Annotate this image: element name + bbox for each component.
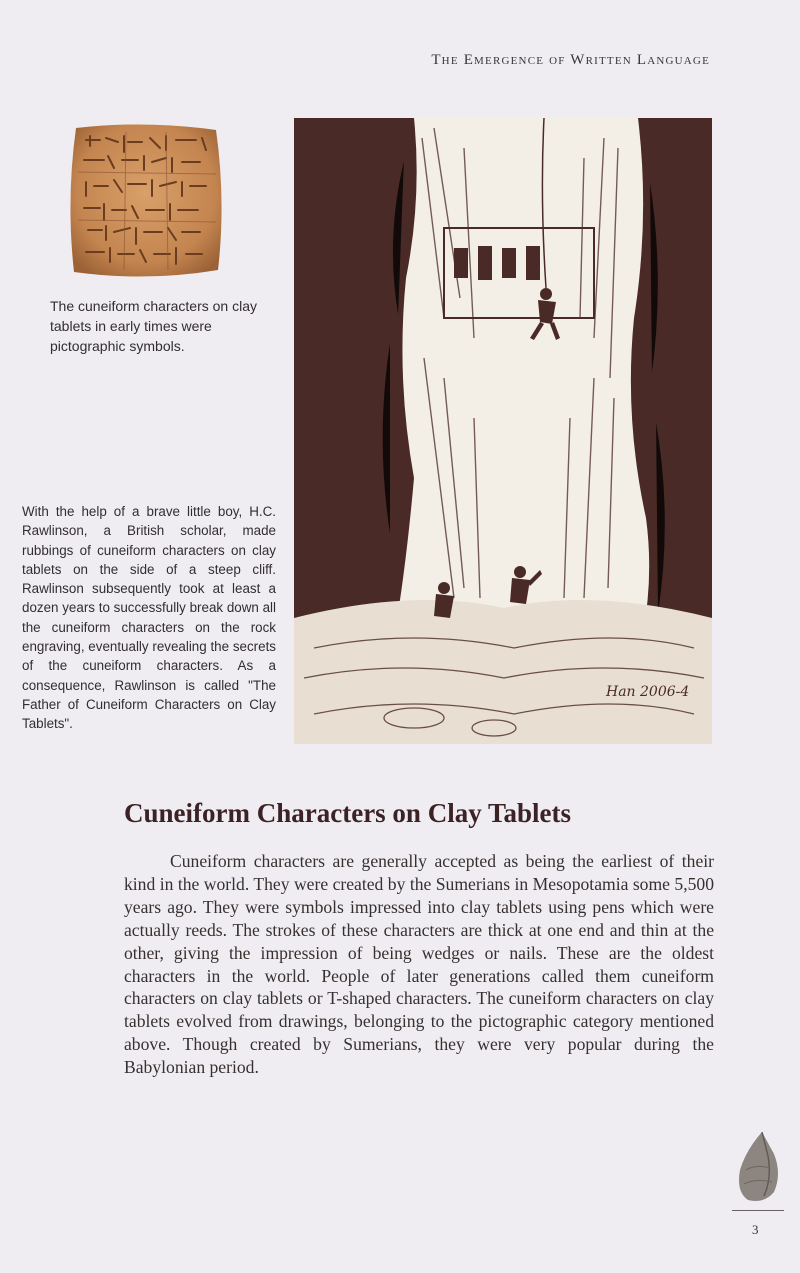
sketch-signature: Han 2006-4 — [606, 684, 690, 700]
cliff-sketch-image — [294, 118, 712, 744]
section-title: Cuneiform Characters on Clay Tablets — [124, 798, 571, 828]
running-head: The Emergence of Written Language — [431, 52, 710, 68]
tablet-caption: The cuneiform characters on clay tablets in early times were pictographic symbols. — [50, 298, 257, 354]
section-body: Cuneiform characters are generally accepted as being the earliest of their kind in the world. They were created by the Sumerians in Mesopotamia some 5,500 years ago. They were symbols impressed into clay tablets using pens which were actually reeds. The strokes of these characters are thick at one end and thin at the other, giving the impression of being wedges or nails. These are the oldest characters in the world. People of later generations called them cuneiform characters on clay tablets or T-shaped characters. The cuneiform characters on clay tablets evolved from drawings, belonging to the pictographic category mentioned above. Though created by Sumerians, they were very popular during the Babylonian period. — [124, 851, 714, 1078]
cliff-caption: With the help of a brave little boy, H.C. Rawlinson, a British scholar, made rubbings of cuneiform characters on clay tablets on the side of a steep cliff. Rawlinson subsequently took at least a dozen years to successfully break down all the cuneiform characters on the rock engraving, eventually revealing the secrets of the cuneiform characters. As a consequence, Rawlinson is called "The Father of Cuneiform Characters on Clay Tablets". — [22, 504, 276, 732]
stone-arrowhead-icon — [734, 1130, 782, 1204]
clay-tablet-image — [66, 120, 226, 282]
page-number: 3 — [752, 1222, 759, 1237]
page-rule — [732, 1210, 784, 1211]
